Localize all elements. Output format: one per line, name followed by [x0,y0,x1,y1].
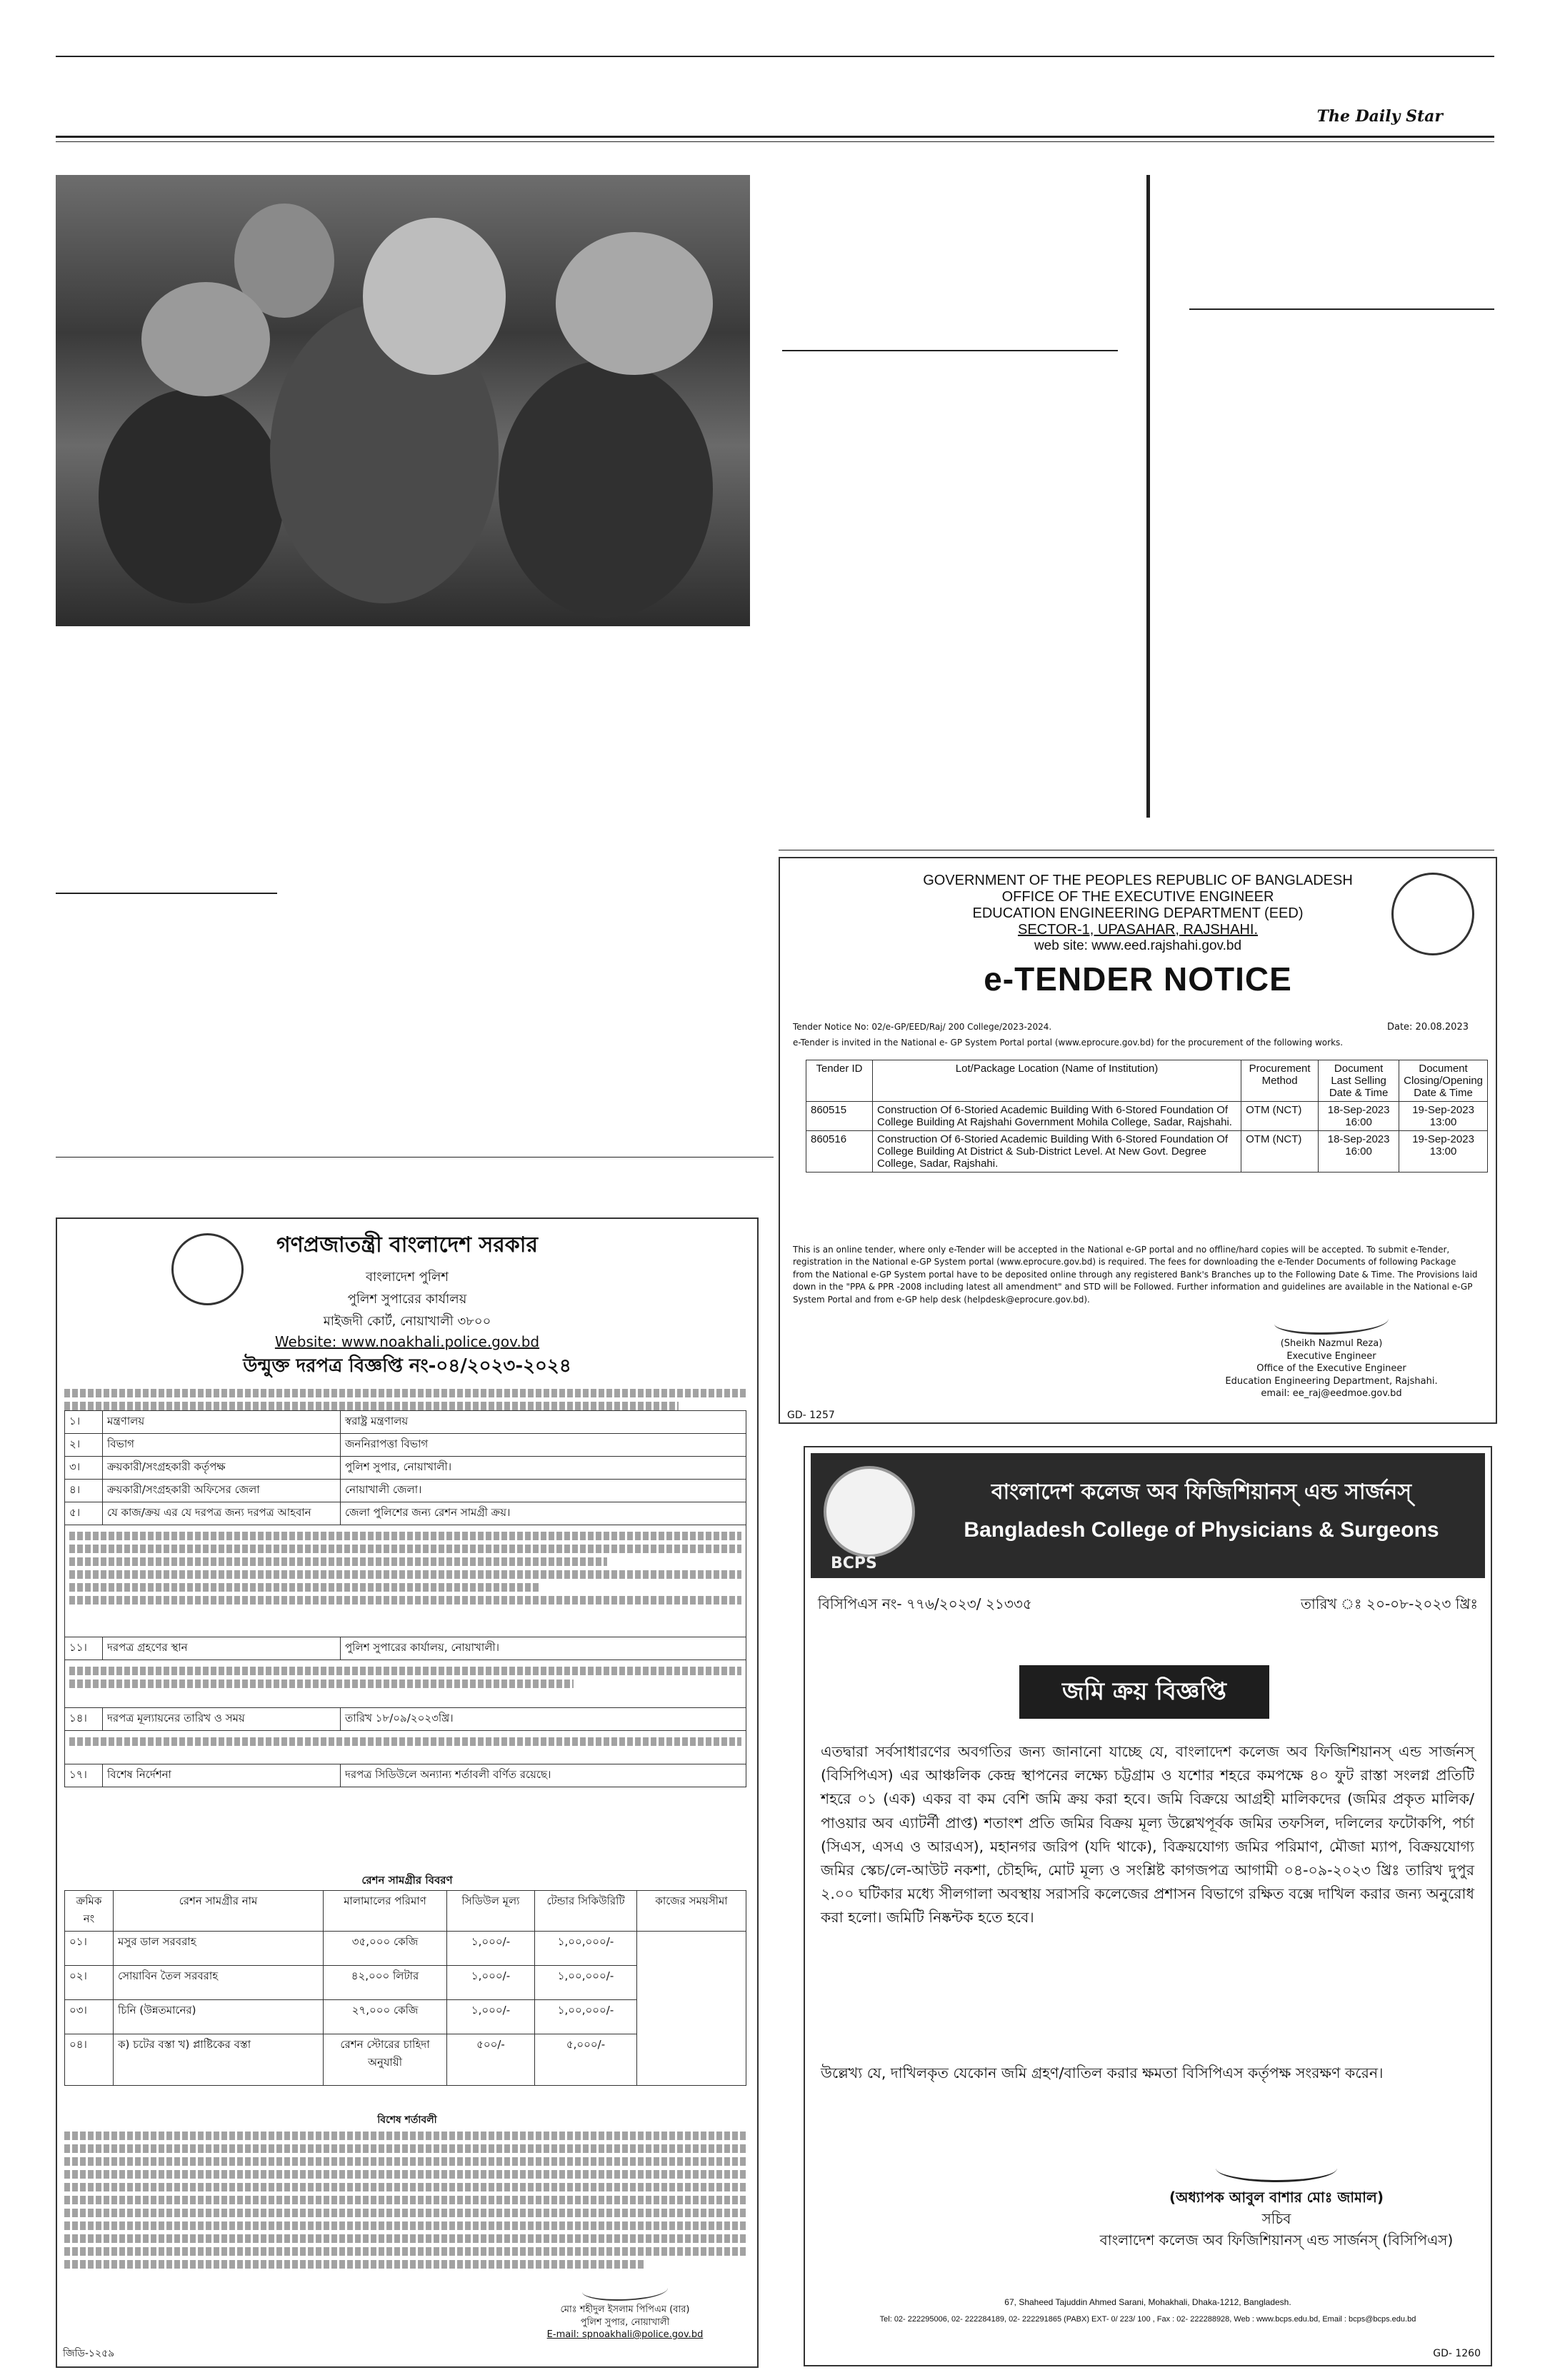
police-gd-number: জিডি-১২৫৯ [63,2348,115,2359]
table-row: 860515 Construction Of 6-Storied Academic Building With 6-Stored Foundation Of College Building At Rajshahi Government Mohila College, Sadar, Rajshahi. OTM (NCT) 18-Sep-2023 16:00 19-Sep-2023 13:00 [806,1102,1488,1131]
table-row: ২। বিভাগ জননিরাপত্তা বিভাগ [65,1434,746,1457]
table-row: ১৭। বিশেষ নির্দেশনা দরপত্র সিডিউলে অন্যান্য শর্তাবলী বর্ণিত রয়েছে। [65,1764,746,1787]
table-row: ০২। সোয়াবিন তৈল সরবরাহ ৪২,০০০ লিটার ১,০০০/- ১,০০,০০০/- [65,1966,746,2000]
bcps-land-ad [804,1446,1492,2366]
bcps-banner [811,1453,1485,1578]
col-selling: Document Last Selling Date & Time [1319,1060,1399,1102]
police-gov-title: গণপ্রজাতন্ত্রী বাংলাদেশ সরকার [276,1232,538,1257]
table-row: ০১। মসুর ডাল সরবরাহ ৩৫,০০০ কেজি ১,০০০/- ১,০০,০০০/- [65,1932,746,1966]
section-rule [56,1157,774,1158]
bcps-ref: বিসিপিএস নং- ৭৭৬/২০২৩/ ২১৩৩৫ [818,1595,1032,1612]
bcps-title: জমি ক্রয় বিজ্ঞপ্তি [1019,1665,1269,1719]
column-rule-right [1189,308,1494,310]
eed-date: Date: 20.08.2023 [1386,1022,1469,1033]
police-tender-ad: গণপ্রজাতন্ত্রী বাংলাদেশ সরকার বাংলাদেশ পুলিশ পুলিশ সুপারের কার্যালয় মাইজদী কোর্ট, নোয়াখালী ৩৮০০ Website: www.noakhali.police.gov.bd উন্মুক্ত দরপত্র বিজ্ঞপ্তি নং-০৪/২০২৩-২০২৪ ১। মন্ত্রণালয় স্বরাষ্ট্র মন্ত্রণালয় ২। বিভাগ জননিরাপত্তা বিভাগ ৩। ক্রয়কারী/সংগ্রহকারী কর্তৃপক্ষ পুলিশ সুপার, নোয়াখালী। ৪। ক্রয়কারী/সংগ্রহকারী অফিসের জেলা নোয়াখালী জেলা। ৫। যে কাজ/ক্রয় এর যে দরপত্র জন্য দরপত্র আহবান জেলা পুলিশের জন্য রেশন সামগ্রী ক্রয়। ১১। দরপত্র গ্রহণের স্থান পুলিশ সুপারের কার্যালয়, নোয়াখালী। ১৪। দরপত্র মূল্যায়নের তারিখ ও সময় তারিখ ১৮/০৯/২০২৩খ্রি। ১৭। বিশেষ নির্দেশনা দরপত্র সিডিউলে অন্যান্য শর্তাবলী বর্ণিত রয়েছে। রেশন সামগ্রীর বিবরণ ক্রমিক নং রেশন সামগ্রীর নাম মালামালের পরিমাণ সিডিউল মূল্য টেন্ডার সিকিউরিটি কাজের সময়সীমা ০১। মসুর ডাল সরবরাহ ৩৫,০০০ কেজি ১,০০০/- ১,০০,০০০/- ০২। সোয়াবিন তৈল সরবরাহ ৪২,০০০ লিটার ১,০০০/- ১,০০,০০০/- ০৩। চিনি (উন্নতমানের) ২৭,০০০ কেজি ১,০০০/- ১,০০,০০০/- ০৪। ক) চটের বস্তা খ) প্লাষ্টিকের বস্তা রেশন স্টোরের চাহিদা অনুযায়ী ৫০০/- ৫,০০০/- বিশেষ শর্তাবলী মোঃ শহীদুল ইসলাম পিপিএম (বার) পুলিশ সুপার, নোয়াখালী E-mail: spnoakhali@police.gov.bd জিডি-১২৫৯ [56,1217,759,2368]
header-rule-thin [56,141,1494,142]
ration-table: ক্রমিক নং রেশন সামগ্রীর নাম মালামালের পরিমাণ সিডিউল মূল্য টেন্ডার সিকিউরিটি কাজের সময়সীমা ০১। মসুর ডাল সরবরাহ ৩৫,০০০ কেজি ১,০০০/- ১,০০,০০০/- ০২। সোয়াবিন তৈল সরবরাহ ৪২,০০০ লিটার ১,০০০/- ১,০০,০০০/- ০৩। চিনি (উন্নতমানের) ২৭,০০০ কেজি ১,০০০/- ১,০০,০০০/- ০৪। ক) চটের বস্তা খ) প্লাষ্টিকের বস্তা রেশন স্টোরের চাহিদা অনুযায়ী ৫০০/- ৫,০০০/- [64,1890,746,2086]
table-row: ১৪। দরপত্র মূল্যায়নের তারিখ ও সময় তারিখ ১৮/০৯/২০২৩খ্রি। [65,1708,746,1731]
top-rule [56,56,1494,57]
crowd-photo-icon [99,389,284,603]
col-tender-id: Tender ID [806,1060,873,1102]
table-row: ০৪। ক) চটের বস্তা খ) প্লাষ্টিকের বস্তা রেশন স্টোরের চাহিদা অনুযায়ী ৫০০/- ৫,০০০/- [65,2034,746,2086]
police-info-table [64,1410,746,1787]
header-rule [56,136,1494,138]
eed-signature-block: (Sheikh Nazmul Reza) Executive Engineer Office of the Executive Engineer Education Engineering Department, Rajshahi. email: ee_raj@eedmoe.gov.bd [1203,1308,1460,1400]
police-notice-title: উন্মুক্ত দরপত্র বিজ্ঞপ্তি নং-০৪/২০২৩-২০২৪ [243,1355,571,1377]
eed-tender-ad [779,857,1497,1424]
eed-intro: e-Tender is invited in the National e- GP System Portal portal (www.eprocure.gov.bd) for the procurement of the following works. [793,1038,1344,1048]
eed-website: web site: www.eed.rajshahi.gov.bd [1034,938,1242,953]
eed-office-line: OFFICE OF THE EXECUTIVE ENGINEER [1001,889,1274,905]
table-row: ১১। দরপত্র গ্রহণের স্থান পুলিশ সুপারের কার্যালয়, নোয়াখালী। [65,1637,746,1660]
ration-header: রেশন সামগ্রীর বিবরণ [361,1874,453,1887]
table-row: 860516 Construction Of 6-Storied Academic Building With 6-Stored Foundation Of College Building At District & Sub-District Level. At New Govt. Degree College, Sadar, Rajshahi. OTM (NCT) 18-Sep-2023 16:00 19-Sep-2023 13:00 [806,1131,1488,1173]
column-rule-left [56,893,277,894]
bcps-contact: Tel: 02- 222295006, 02- 222284189, 02- 222291865 (PABX) EXT- 0/ 223/ 100 , Fax : 02- 222288928, Web : www.bcps.edu.bd, Email : bcps@bcps.edu.bd [879,2315,1416,2324]
bcps-date: তারিখ ঃ ২০-০৮-২০২৩ খ্রিঃ [1300,1595,1478,1612]
conditions-text [64,2127,746,2273]
eed-tender-no: Tender Notice No: 02/e-GP/EED/Raj/ 200 College/2023-2024. [793,1022,1052,1032]
bcps-para2: উল্লেখ্য যে, দাখিলকৃত যেকোন জমি গ্রহণ/বাতিল করার ক্ষমতা বিসিপিএস কর্তৃপক্ষ সংরক্ষণ করেন। [821,2064,1384,2082]
signature-mark [1274,1308,1389,1335]
police-email: E-mail: spnoakhali@police.gov.bd [546,2329,704,2341]
conditions-title: বিশেষ শর্তাবলী [377,2114,437,2126]
table-row: ৪। ক্রয়কারী/সংগ্রহকারী অফিসের জেলা নোয়াখালী জেলা। [65,1480,746,1502]
eed-gd-number: GD- 1257 [787,1410,835,1421]
bcps-logo-label: BCPS [831,1555,877,1572]
table-row: ০৩। চিনি (উন্নতমানের) ২৭,০০০ কেজি ১,০০০/- ১,০০,০০০/- [65,2000,746,2034]
bcps-en-name: Bangladesh College of Physicians & Surgeons [964,1518,1439,1542]
police-signature-block: মোঃ শহীদুল ইসলাম পিপিএম (বার) পুলিশ সুপার, নোয়াখালী E-mail: spnoakhali@police.gov.bd [507,2279,743,2341]
col-method: Procurement Method [1241,1060,1319,1102]
signature-mark [1216,2154,1337,2182]
column-divider [1146,175,1150,818]
news-photo [56,175,750,626]
table-row: ৩। ক্রয়কারী/সংগ্রহকারী কর্তৃপক্ষ পুলিশ সুপার, নোয়াখালী। [65,1457,746,1480]
bcps-para1: এতদ্বারা সর্বসাধারণের অবগতির জন্য জানানো যাচ্ছে যে, বাংলাদেশ কলেজ অব ফিজিশিয়ানস্ এন্ড সার্জনস্ (বিসিপিএস) এর আঞ্চলিক কেন্দ্র স্থাপনের লক্ষ্যে চট্টগ্রাম ও যশোর শহরে কমপক্ষে ৪০ ফুট রাস্তা সংলগ্ন প্রতিটি শহরে ০১ (এক) একর বা কম বেশি জমি ক্রয় করা হবে। জমি বিক্রয়ে আগ্রহী মালিকদের (জমির প্রকৃত মালিক/পাওয়ার অব এ্যাটর্নী প্রাপ্ত) শতাংশ প্রতি জমির বিক্রয় মূল্য উল্লেখপূর্বক জমির তফসিল, দলিলের ফটোকপি, পর্চা (সিএস, এসএ ও আরএস), মহানগর জরিপ (যদি থাকে), বিক্রয়যোগ্য জমির পরিমাণ, মৌজা ম্যাপ, বিক্রয়যোগ্য জমির স্কেচ/লে-আউট নকশা, চৌহদ্দি, মোট মূল্য ও সংশ্লিষ্ট কাগজপত্র আগামী ০৪-০৯-২০২৩ খ্রিঃ তারিখ দুপুর ২.০০ ঘটিকার মধ্যে সীলগালা অবস্থায় সরাসরি কলেজের প্রশাসন বিভাগে রক্ষিত বক্সে দাখিল করার জন্য অনুরোধ করা হলো। জমিটি নিষ্কন্টক হতে হবে। [821,1743,1474,1927]
bcps-logo-icon [824,1466,915,1557]
bcps-signature-block: (অধ্যাপক আবুল বাশার মোঃ জামাল) সচিব বাংলাদেশ কলেজ অব ফিজিশিয়ানস্ এন্ড সার্জনস্ (বিসিপিএস) [1091,2154,1462,2251]
masthead: The Daily Star [1316,107,1443,126]
column-rule [782,350,1118,351]
table-row: ১। মন্ত্রণালয় স্বরাষ্ট্র মন্ত্রণালয় [65,1411,746,1434]
bcps-bn-name: বাংলাদেশ কলেজ অব ফিজিশিয়ানস্ এন্ড সার্জনস্ [991,1480,1412,1505]
eed-address-line: SECTOR-1, UPASAHAR, RAJSHAHI. [1018,922,1258,938]
col-closing: Document Closing/Opening Date & Time [1399,1060,1488,1102]
bcps-address: 67, Shaheed Tajuddin Ahmed Sarani, Mohakhali, Dhaka-1212, Bangladesh. [1004,2297,1291,2307]
col-location: Lot/Package Location (Name of Institution) [873,1060,1241,1102]
bcps-gd-number: GD- 1260 [1433,2348,1481,2359]
signature-mark [582,2279,668,2301]
eed-dept-line: EDUCATION ENGINEERING DEPARTMENT (EED) [972,905,1304,921]
police-website: Website: www.noakhali.police.gov.bd [274,1333,540,1350]
eed-title: e-TENDER NOTICE [984,960,1292,998]
eed-gov-line: GOVERNMENT OF THE PEOPLES REPUBLIC OF BANGLADESH [923,873,1353,888]
eed-tender-table [806,1060,1488,1173]
table-row: ৫। যে কাজ/ক্রয় এর যে দরপত্র জন্য দরপত্র আহবান জেলা পুলিশের জন্য রেশন সামগ্রী ক্রয়। [65,1502,746,1525]
eed-footer-text: This is an online tender, where only e-Tender will be accepted in the National e-GP portal and no offline/hard copies will be accepted. To submit e-Tender, registration in the National e-GP System portal (www.eprocure.gov.bd) is required. The fees for downloading the e-Tender Documents of following Package from the National e-GP System portal have to be deposited online through any registered Bank's Branches up to the Following Date & Time. The Provisions laid down in the "PPA & PPR -2008 including latest all amendment" and STD will be Followed. Further information and guidelines are available in the National e-GP System Portal and from e-GP help desk (helpdesk@eprocure.gov.bd). [793,1245,1478,1305]
